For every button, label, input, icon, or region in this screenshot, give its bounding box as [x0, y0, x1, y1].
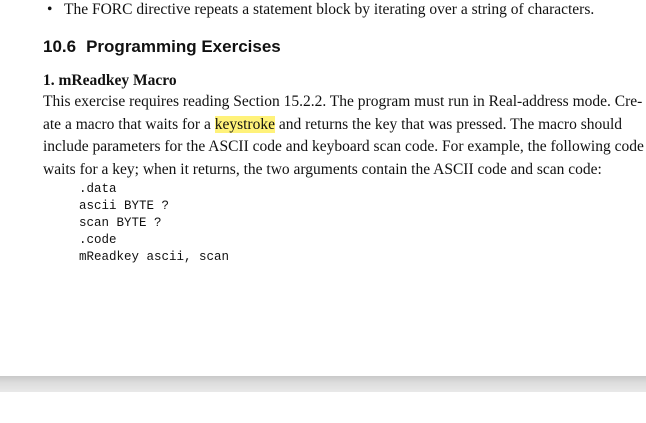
paragraph-line: [43, 160, 623, 183]
paragraph-line: [43, 137, 644, 160]
paragraph-line: [43, 92, 643, 115]
code-line: scan BYTE ?: [79, 216, 162, 230]
code-line: .data: [79, 182, 117, 196]
page-divider: [0, 376, 646, 392]
bullet-text: The FORC directive repeats a statement block by iterating over a string of characters.: [64, 1, 595, 18]
line-text: ate a macro that waits for a: [43, 115, 215, 133]
code-line: mReadkey ascii, scan: [79, 250, 230, 264]
code-block: [79, 181, 229, 266]
next-page-area: [0, 392, 646, 423]
code-line: .code: [79, 233, 117, 247]
line-text: include parameters for the ASCII code and keyboard scan code. For example, the following code: [43, 138, 644, 155]
section-number: 10.6: [43, 37, 77, 56]
line-text: This exercise requires reading Section 15.2.2. The program must run in Real-address mode. Cre-: [43, 93, 643, 110]
bullet-item: [47, 1, 595, 19]
paragraph-line: [43, 115, 623, 138]
line-text: and returns the key that was pressed. The macro should: [274, 115, 623, 133]
line-text: waits for a key; when it returns, the two arguments contain the ASCII code and scan code:: [43, 160, 602, 178]
exercise-title: 1. mReadkey Macro: [43, 72, 177, 89]
exercise-description: [43, 92, 644, 182]
bullet-icon: •: [47, 1, 53, 18]
section-heading: [43, 37, 281, 57]
code-line: ascii BYTE ?: [79, 199, 170, 213]
highlighted-word[interactable]: keystroke: [214, 115, 275, 133]
section-title: Programming Exercises: [86, 37, 281, 56]
